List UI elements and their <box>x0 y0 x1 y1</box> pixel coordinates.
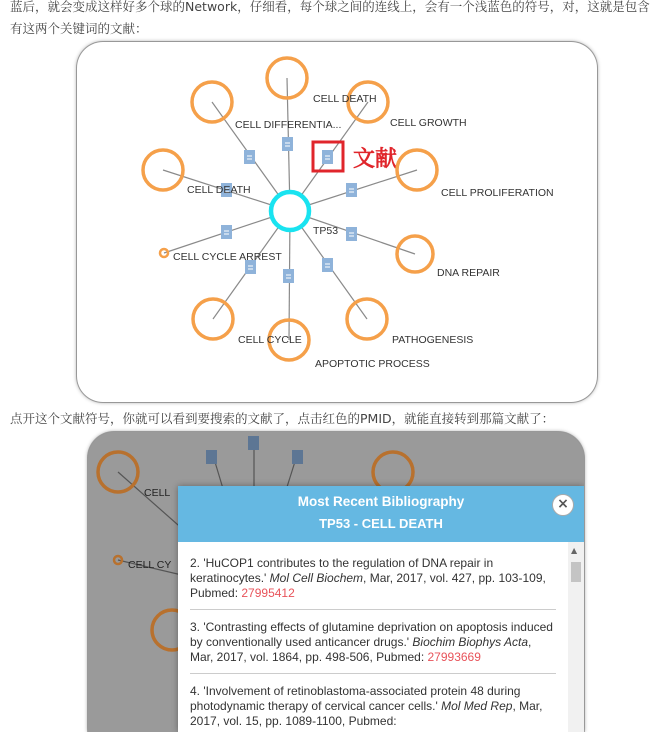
popup-subtitle: TP53 - CELL DEATH <box>319 516 443 531</box>
popup-header <box>178 486 584 542</box>
instruction-paragraph: 点开这个文献符号，你就可以看到要搜索的文献了，点击红色的PMID，就能直接转到那篇文献了： <box>10 411 555 426</box>
entry-journal: Mol Cell Biochem <box>269 571 364 585</box>
entry-journal: Mol Med Rep <box>441 699 513 713</box>
popup-scrollbar[interactable] <box>568 542 584 732</box>
doc-icon[interactable] <box>244 150 255 164</box>
doc-icon[interactable] <box>282 137 293 151</box>
label-pathogenesis: PATHOGENESIS <box>392 334 474 346</box>
popup-title: Most Recent Bibliography <box>297 494 465 509</box>
label-tp53: TP53 <box>313 225 339 237</box>
doc-icon-highlighted[interactable] <box>322 150 333 164</box>
annotation-label: 文献 <box>353 147 398 172</box>
bibliography-entry <box>190 680 556 732</box>
entry-text: 4. 'Involvement of retinoblastoma-associated protein 48 during photodynamic therapy of cervical cancer cells.' <box>190 684 521 713</box>
label-cell-growth: CELL GROWTH <box>390 117 467 129</box>
scroll-up-arrow-icon[interactable]: ▲ <box>571 546 578 555</box>
network-figure <box>77 42 597 402</box>
entry-meta: , Mar, 2017, vol. 427, pp. 103-109, Pubmed: <box>190 571 546 600</box>
doc-icon[interactable] <box>283 269 294 283</box>
network-graph <box>77 42 597 402</box>
entry-meta: , Mar, 2017, vol. 15, pp. 1089-1100, Pubmed: <box>190 699 543 728</box>
entry-meta: , Mar, 2017, vol. 1864, pp. 498-506, Pubmed: <box>190 635 532 664</box>
entry-journal: Biochim Biophys Acta <box>412 635 529 649</box>
doc-icon[interactable] <box>221 225 232 239</box>
bibliography-figure <box>88 432 584 732</box>
doc-icon[interactable] <box>346 227 357 241</box>
label-cell-proliferation: CELL PROLIFERATION <box>441 187 554 199</box>
label-cell-cycle: CELL CYCLE <box>238 334 302 346</box>
label-dna-repair: DNA REPAIR <box>437 267 500 279</box>
bibliography-list <box>178 542 566 732</box>
bibliography-entry <box>190 616 556 674</box>
entry-text: 2. 'HuCOP1 contributes to the regulation of DNA repair in keratinocytes.' <box>190 556 494 585</box>
scroll-thumb[interactable] <box>571 562 581 582</box>
label-apoptotic-process: APOPTOTIC PROCESS <box>315 358 430 370</box>
bg-label-cell-cy: CELL CY <box>128 559 172 571</box>
pmid-link[interactable]: 27993669 <box>427 650 481 664</box>
label-cell-cycle-arrest: CELL CYCLE ARREST <box>173 251 282 263</box>
close-button[interactable]: × <box>552 494 574 516</box>
entry-text: 3. 'Contrasting effects of glutamine deprivation on apoptosis induced by conventionally used anticancer drugs.' <box>190 620 553 649</box>
bg-label-cell: CELL <box>144 487 171 499</box>
node-tp53-center[interactable] <box>271 192 309 230</box>
label-cell-differentiation: CELL DIFFERENTIA... <box>235 119 342 131</box>
label-cell-death: CELL DEATH <box>187 184 251 196</box>
doc-icon[interactable] <box>346 183 357 197</box>
bibliography-entry <box>190 552 556 610</box>
label-cell-death-top: CELL DEATH <box>313 93 377 105</box>
bibliography-popup <box>178 486 584 732</box>
doc-icon[interactable] <box>322 258 333 272</box>
pmid-link[interactable]: 27995412 <box>241 586 295 600</box>
intro-paragraph: 蓝后，就会变成这样好多个球的Network，仔细看，每个球之间的连线上，会有一个浅蓝色的符号，对，这就是包含有这两个关键词的文献： <box>10 0 650 36</box>
